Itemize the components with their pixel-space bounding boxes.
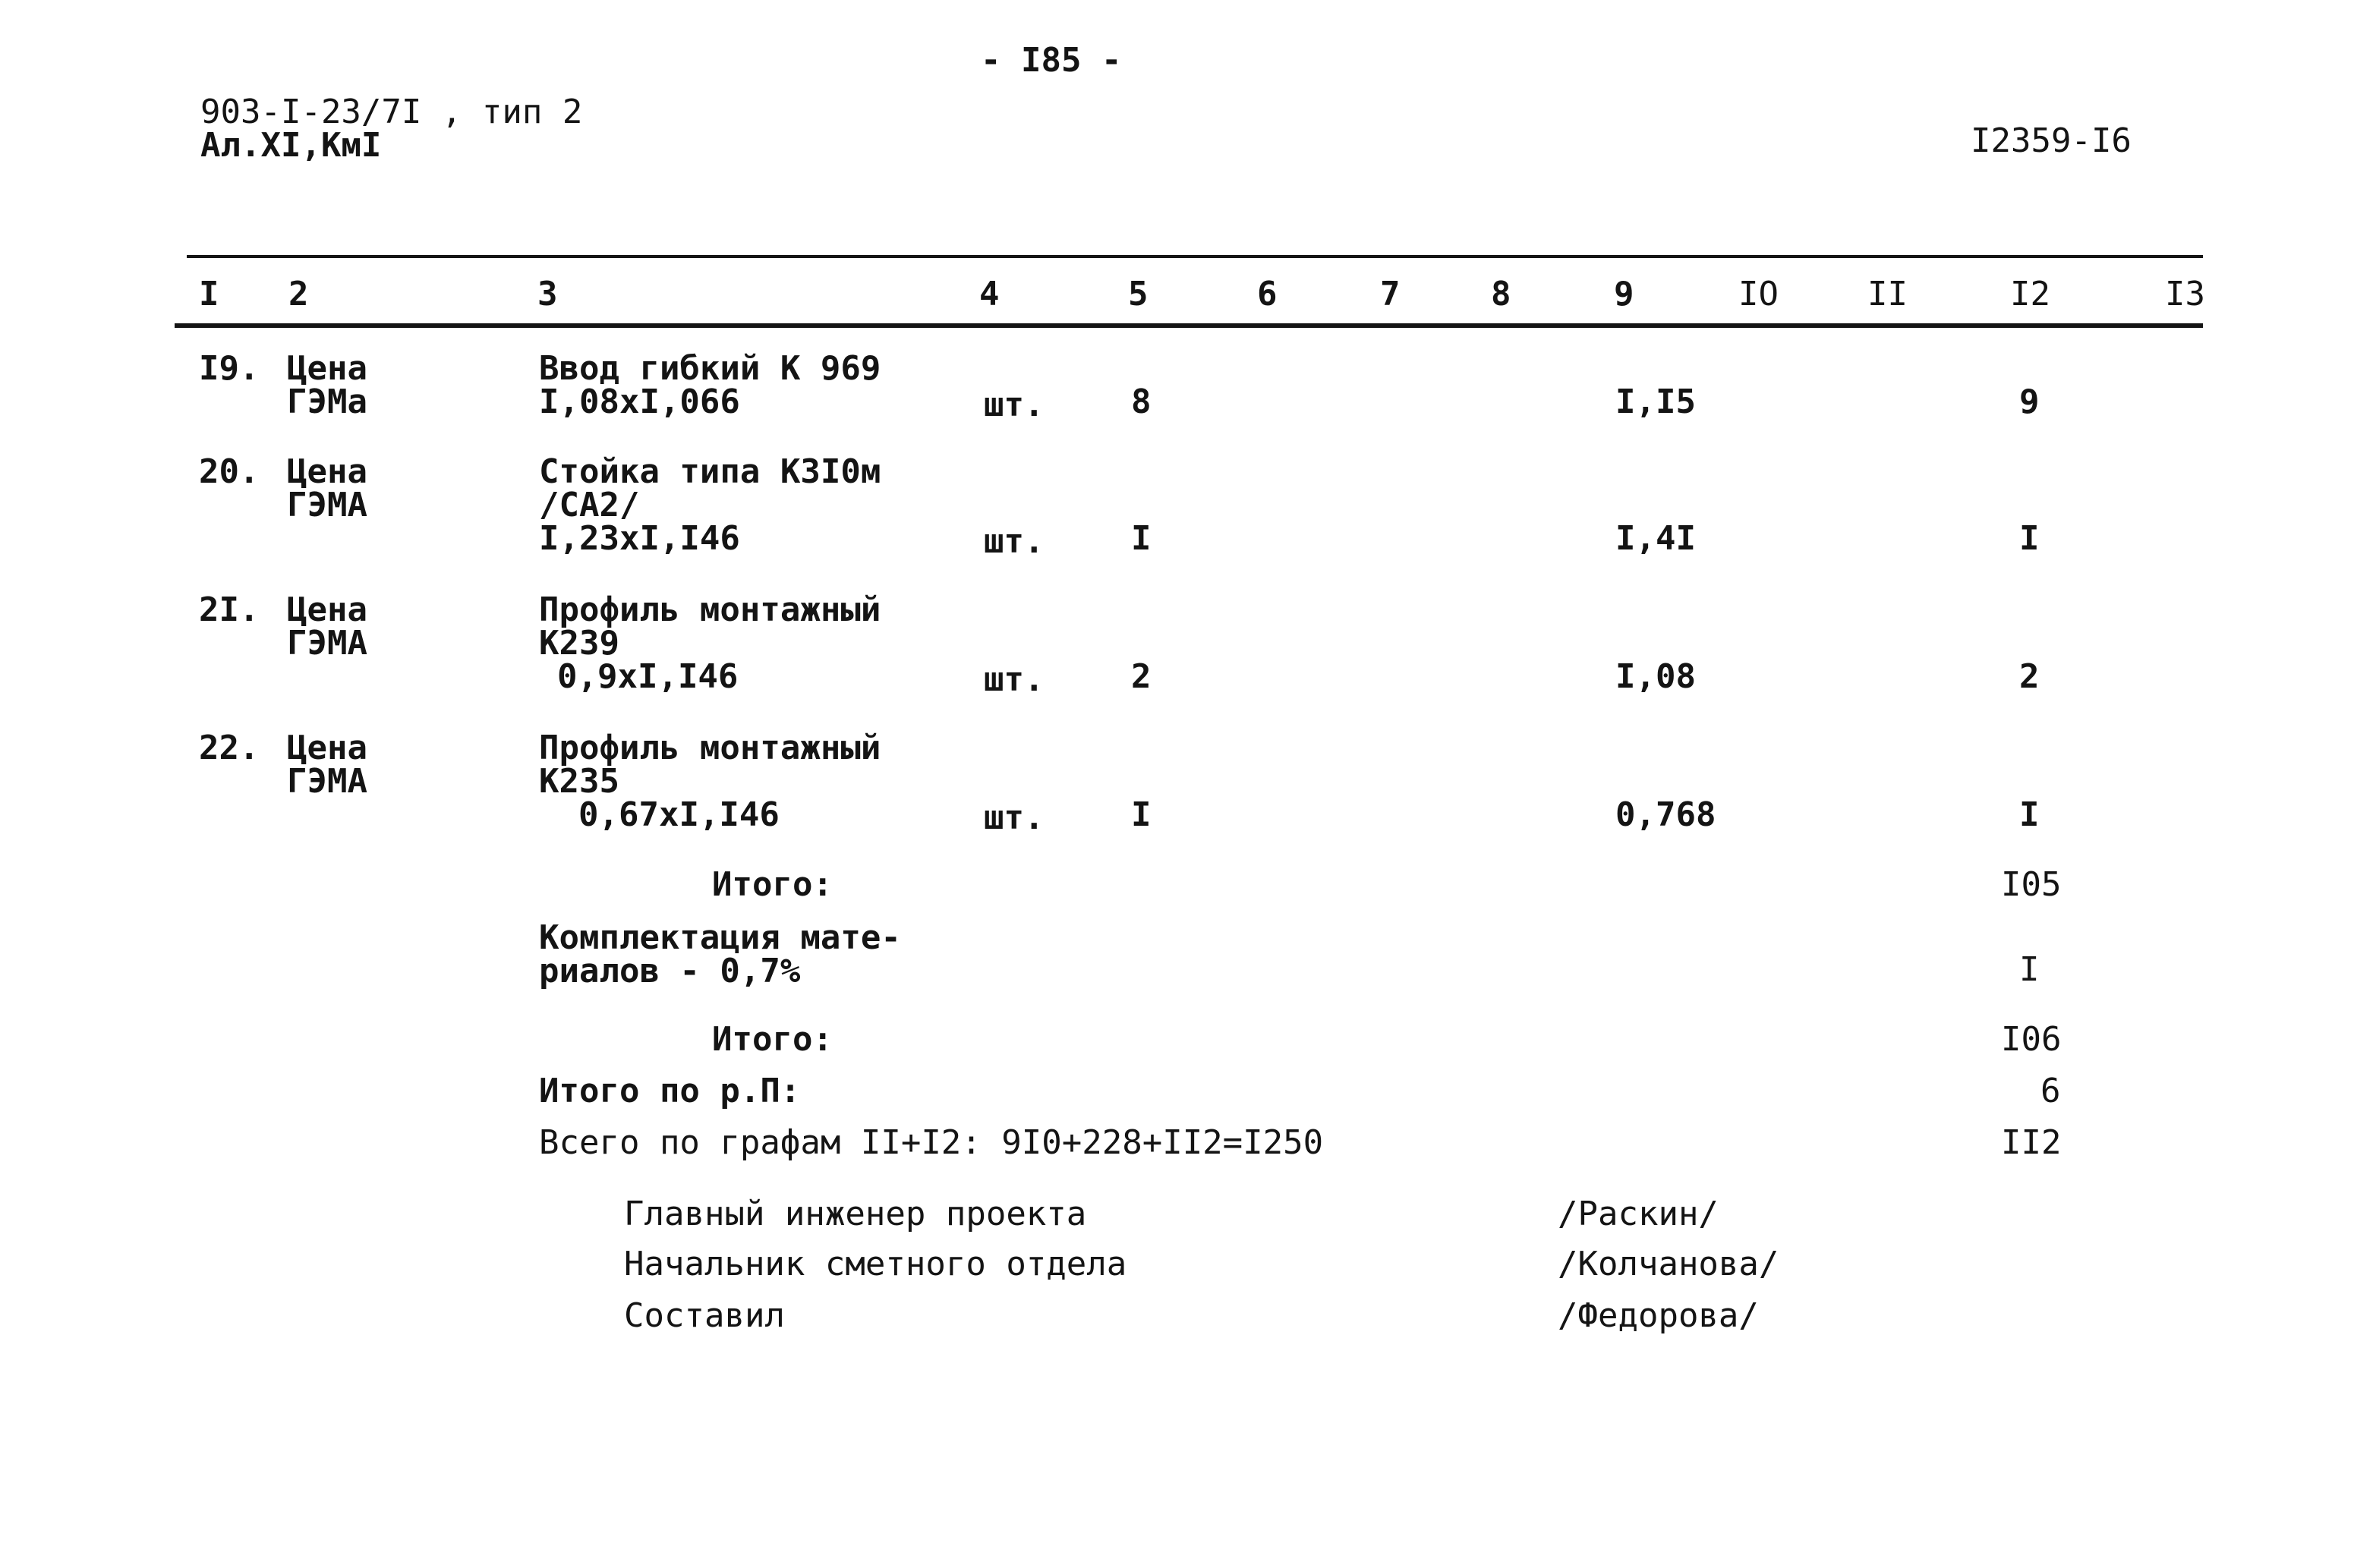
row-source: Цена	[287, 729, 367, 767]
row-number: 20.	[199, 452, 260, 491]
column-header: 4	[979, 275, 1000, 313]
signature-role: Главный инженер проекта	[624, 1195, 1087, 1233]
column-header: 3	[537, 275, 558, 313]
row-source: Цена	[287, 349, 367, 388]
row-quantity: 2	[1131, 657, 1152, 696]
row-description: Профиль монтажный	[539, 590, 881, 629]
row-calculation: I,23xI,I46	[539, 519, 740, 558]
document-code: 903-I-23/7I , тип 2	[200, 93, 583, 131]
signature-name: /Федорова/	[1558, 1296, 1759, 1335]
complect-value: I	[2019, 950, 2040, 989]
row-unit-price: I,08	[1615, 657, 1696, 696]
row-source: ГЭМА	[287, 762, 367, 801]
row-source: ГЭМа	[287, 383, 367, 421]
signature-name: /Колчанова/	[1558, 1245, 1779, 1283]
album-code: Ал.XI,КмI	[200, 126, 382, 165]
section-total-label: Итого по р.П:	[539, 1072, 801, 1110]
subtotal-value: I06	[2001, 1020, 2062, 1059]
row-calculation: 0,9xI,I46	[557, 657, 739, 696]
row-unit: шт.	[984, 522, 1045, 561]
column-header: 2	[288, 275, 309, 313]
row-description: Стойка типа К3I0м	[539, 452, 881, 491]
row-unit: шт.	[984, 660, 1045, 699]
row-unit-price: I,4I	[1615, 519, 1696, 558]
subtotal-value: I05	[2001, 865, 2062, 904]
table-top-rule	[187, 255, 2203, 258]
row-unit-price: 0,768	[1615, 795, 1716, 834]
column-header: II	[1867, 275, 1908, 313]
row-quantity: I	[1131, 795, 1152, 834]
row-quantity: I	[1131, 519, 1152, 558]
column-header: IO	[1738, 275, 1779, 313]
row-source: Цена	[287, 590, 367, 629]
column-header: I	[199, 275, 219, 313]
page-number: - I85 -	[981, 41, 1122, 80]
column-header: I2	[2010, 275, 2050, 313]
row-unit: шт.	[984, 798, 1045, 837]
signature-role: Составил	[624, 1296, 785, 1335]
signature-role: Начальник сметного отдела	[624, 1245, 1127, 1283]
column-header: 9	[1614, 275, 1634, 313]
column-header: 8	[1491, 275, 1511, 313]
grand-total-value: II2	[2001, 1123, 2062, 1162]
column-header: 5	[1128, 275, 1149, 313]
row-total: 9	[2019, 383, 2040, 421]
row-total: 2	[2019, 657, 2040, 696]
row-description: /СА2/	[539, 486, 640, 524]
row-description: К235	[539, 762, 619, 801]
table-header-rule	[175, 323, 2203, 328]
row-total: I	[2019, 795, 2040, 834]
row-total: I	[2019, 519, 2040, 558]
column-header: I3	[2165, 275, 2205, 313]
subtotal-label: Итого:	[712, 1020, 833, 1059]
row-source: Цена	[287, 452, 367, 491]
complect-label: Комплектация мате-	[539, 918, 901, 957]
row-number: I9.	[199, 349, 260, 388]
row-unit-price: I,I5	[1615, 383, 1696, 421]
row-calculation: I,08xI,066	[539, 383, 740, 421]
column-header: 7	[1380, 275, 1401, 313]
sheet-id: I2359-I6	[1971, 121, 2132, 160]
grand-total-label: Всего по графам II+I2: 9I0+228+II2=I250	[539, 1123, 1324, 1162]
row-description: К239	[539, 624, 619, 663]
subtotal-label: Итого:	[712, 865, 833, 904]
row-description: Ввод гибкий К 969	[539, 349, 881, 388]
complect-label: риалов - 0,7%	[539, 952, 801, 990]
row-unit: шт.	[984, 386, 1045, 424]
row-number: 2I.	[199, 590, 260, 629]
row-description: Профиль монтажный	[539, 729, 881, 767]
row-quantity: 8	[1131, 383, 1152, 421]
row-calculation: 0,67xI,I46	[578, 795, 780, 834]
row-source: ГЭМА	[287, 624, 367, 663]
row-source: ГЭМА	[287, 486, 367, 524]
section-total-value: 6	[2040, 1072, 2061, 1110]
column-header: 6	[1257, 275, 1278, 313]
row-number: 22.	[199, 729, 260, 767]
signature-name: /Раскин/	[1558, 1195, 1719, 1233]
